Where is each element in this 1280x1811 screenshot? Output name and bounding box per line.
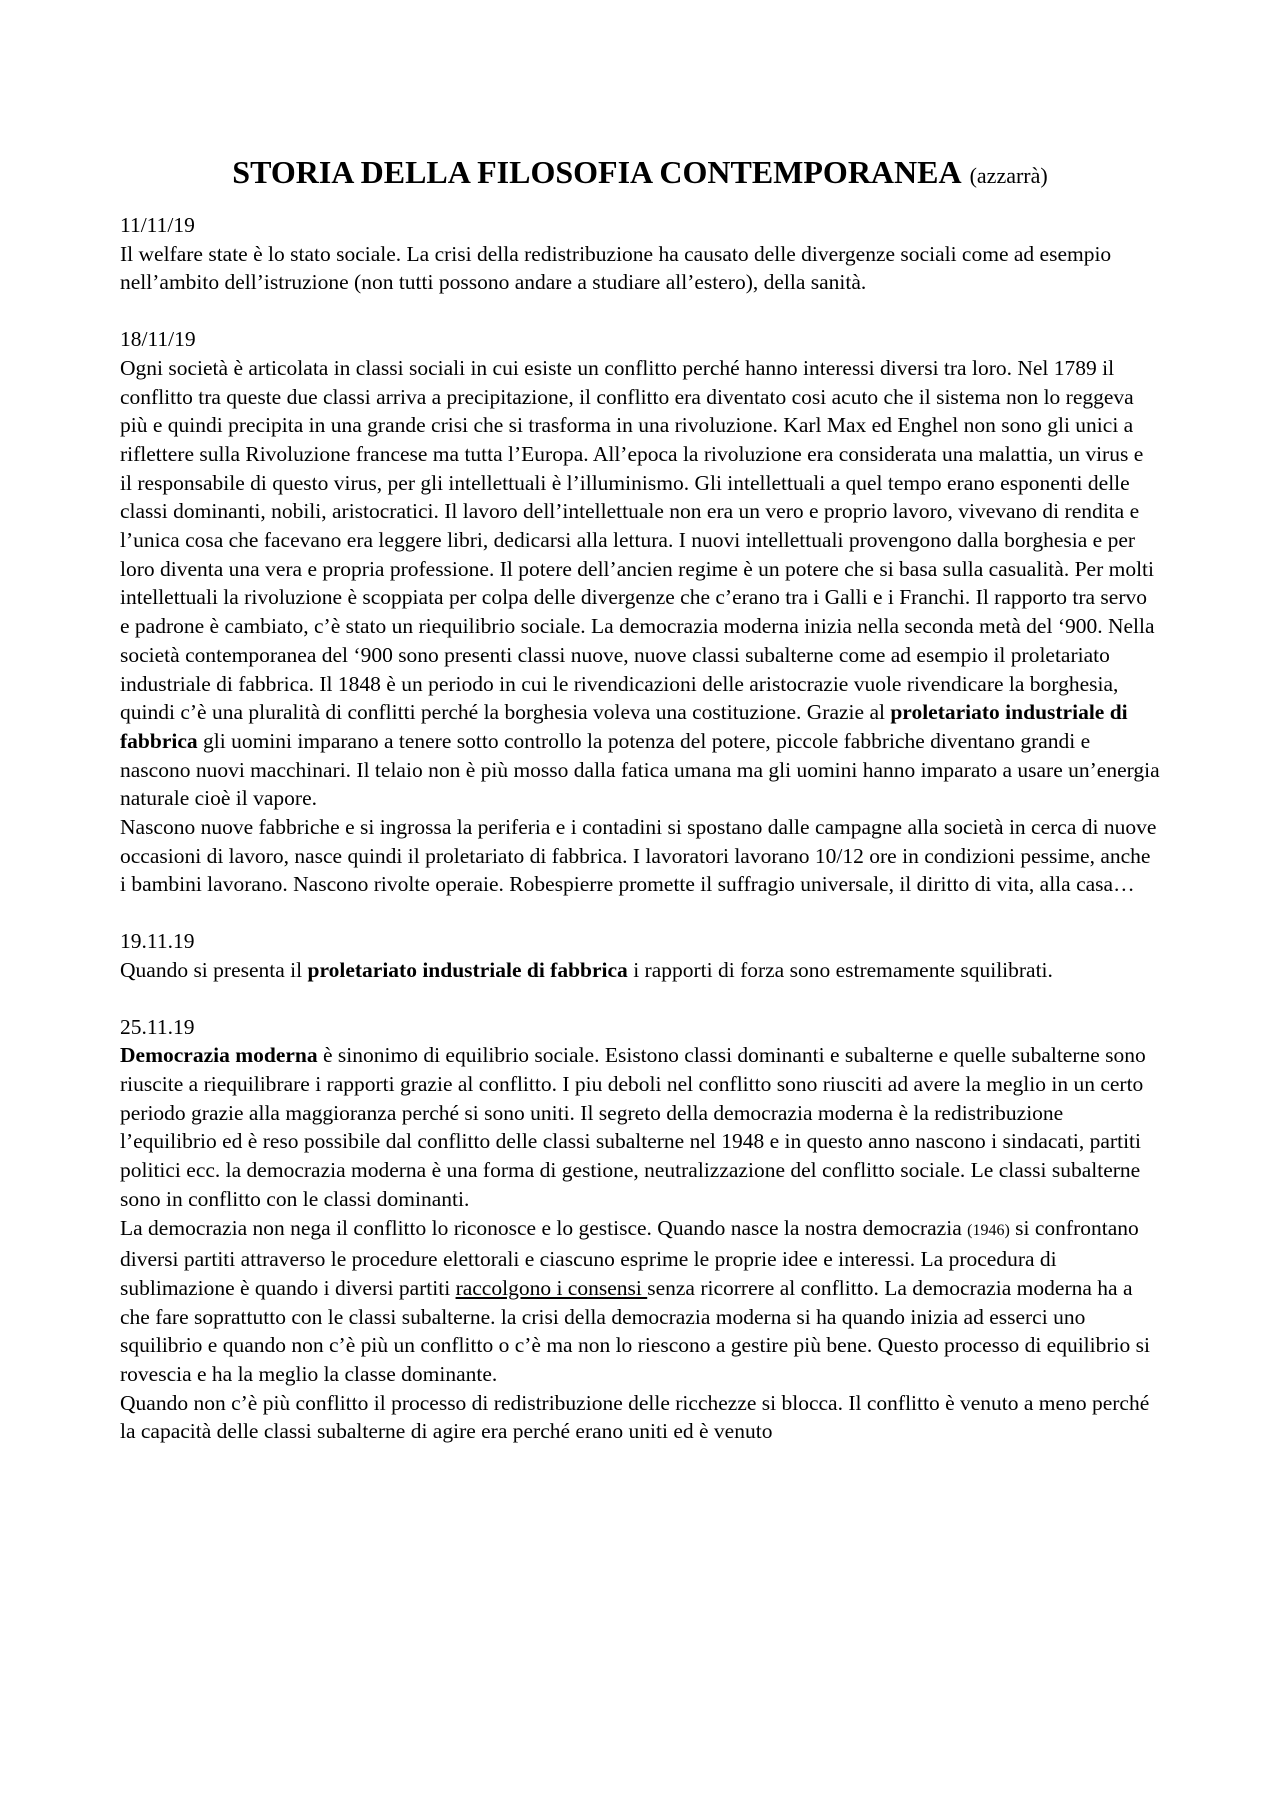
text-run: Ogni società è articolata in classi sociali in cui esiste un conflitto perché hanno interessi diversi tra loro. Nel 1789 il conflitto tra queste due classi arriva a precipitazione, il conflitto era diventato cosi acuto che il sistema non lo reggeva più e quindi precipita in una grande crisi che si trasforma in una rivoluzione. Karl Max ed Enghel non sono gli unici a riflettere sulla Rivoluzione francese ma tutta l’Europa. All’epoca la rivoluzione era considerata una malattia, un virus e il responsabile di questo virus, per gli intellettuali è l’illuminismo. Gli intellettuali a quel tempo erano esponenti delle classi dominanti, nobili, aristocratici. Il lavoro dell’intellettuale non era un vero e proprio lavoro, vivevano di rendita e l’unica cosa che facevano era leggere libri, dedicarsi alla lettura. I nuovi intellettuali provengono dalla borghesia e per loro diventa una vera e propria professione. Il potere dell’ancien regime è un potere che si basa sulla casualità. Per molti intellettuali la rivoluzione è scoppiata per colpa delle divergenze che c’erano tra i Galli e i Franchi. Il rapporto tra servo e padrone è cambiato, c’è stato un riequilibrio sociale. La democrazia moderna inizia nella seconda metà del ‘900. Nella società contemporanea del ‘900 sono presenti classi nuove, nuove classi subalterne come ad esempio il proletariato industriale di fabbrica. Il 1848 è un periodo in cui le rivendicazioni delle aristocrazie vuole rivendicare la borghesia, quindi c’è una pluralità di conflitti perché la borghesia voleva una costituzione. Grazie al (120, 355, 1155, 725)
underlined-text: raccolgono i consensi (455, 1275, 648, 1300)
title-main: STORIA DELLA FILOSOFIA CONTEMPORANEA (232, 154, 962, 190)
small-text: (1946) (967, 1221, 1010, 1239)
entry-paragraph (120, 956, 1160, 985)
title-subtitle: (azzarrà) (969, 163, 1048, 188)
entry-19-11-19 (120, 927, 1160, 984)
entry-date: 18/11/19 (120, 327, 196, 352)
entry-25-11-19 (120, 1013, 1160, 1447)
entry-paragraph (120, 1214, 1160, 1389)
text-run: si confrontano diversi partiti attraverso le procedure elettorali e ciascuno esprime le proprie idee e interessi. La procedura di sublimazione è quando i diversi partiti (120, 1215, 1139, 1300)
text-run: i rapporti di forza sono estremamente squilibrati. (627, 957, 1053, 982)
text-run: è sinonimo di equilibrio sociale. Esistono classi dominanti e subalterne e quelle subalterne sono riuscite a riequilibrare i rapporti grazie al conflitto. I piu deboli nel conflitto sono riusciti ad avere la meglio in un certo periodo grazie alla maggioranza perché si sono uniti. Il segreto della democrazia moderna è la redistribuzione l’equilibrio ed è reso possibile dal conflitto delle classi subalterne nel 1948 e in questo anno nascono i sindacati, partiti politici ecc. la democrazia moderna è una forma di gestione, neutralizzazione del conflitto sociale. Le classi subalterne sono in conflitto con le classi dominanti. (120, 1043, 1146, 1211)
entry-18-11-19 (120, 325, 1160, 899)
entry-date: 19.11.19 (120, 929, 195, 954)
text-run: La democrazia non nega il conflitto lo riconosce e lo gestisce. Quando nasce la nostra democrazia (120, 1215, 968, 1240)
entry-date: 11/11/19 (120, 213, 195, 237)
entry-paragraph: Quando non c’è più conflitto il processo di redistribuzione delle ricchezze si blocca. Il conflitto è venuto a meno perché la capacità delle classi subalterne di agire era perché erano uniti ed è venuto (120, 1390, 1150, 1444)
entry-date: 25.11.19 (120, 1014, 195, 1039)
page-title (0, 152, 1280, 196)
document-body (120, 211, 1160, 1474)
text-run: Quando si presenta il (120, 957, 308, 982)
bold-term: proletariato industriale di fabbrica (120, 700, 1128, 753)
text-run: gli uomini imparano a tenere sotto controllo la potenza del potere, piccole fabbriche diventano grandi e nascono nuovi macchinari. Il telaio non è più mosso dalla fatica umana ma gli uomini hanno imparato a usare un’energia naturale cioè il vapore. (120, 728, 1160, 811)
bold-term: Democrazia moderna (120, 1043, 318, 1068)
entry-paragraph (120, 354, 1160, 813)
text-run: senza ricorrere al conflitto. La democrazia moderna ha a che fare soprattutto con le classi subalterne. la crisi della democrazia moderna si ha quando inizia ad esserci uno squilibrio e quando non c’è più un conflitto o c’è ma non lo riescono a gestire più bene. Questo processo di equilibrio si rovescia e ha la meglio la classe dominante. (120, 1275, 1150, 1387)
entry-paragraph: Nascono nuove fabbriche e si ingrossa la periferia e i contadini si spostano dalle campagne alla società in cerca di nuove occasioni di lavoro, nasce quindi il proletariato di fabbrica. I lavoratori lavorano 10/12 ore in condizioni pessime, anche i bambini lavorano. Nascono rivolte operaie. Robespierre promette il suffragio universale, il diritto di vita, alla casa… (120, 815, 1157, 897)
entry-paragraph (120, 1041, 1160, 1213)
entry-11-11-19 (120, 211, 1160, 297)
bold-term: proletariato industriale di fabbrica (307, 957, 628, 982)
entry-paragraph: Il welfare state è lo stato sociale. La crisi della redistribuzione ha causato delle divergenze sociali come ad esempio nell’ambito dell’istruzione (non tutti possono andare a studiare all’estero), della sanità. (120, 241, 1112, 295)
